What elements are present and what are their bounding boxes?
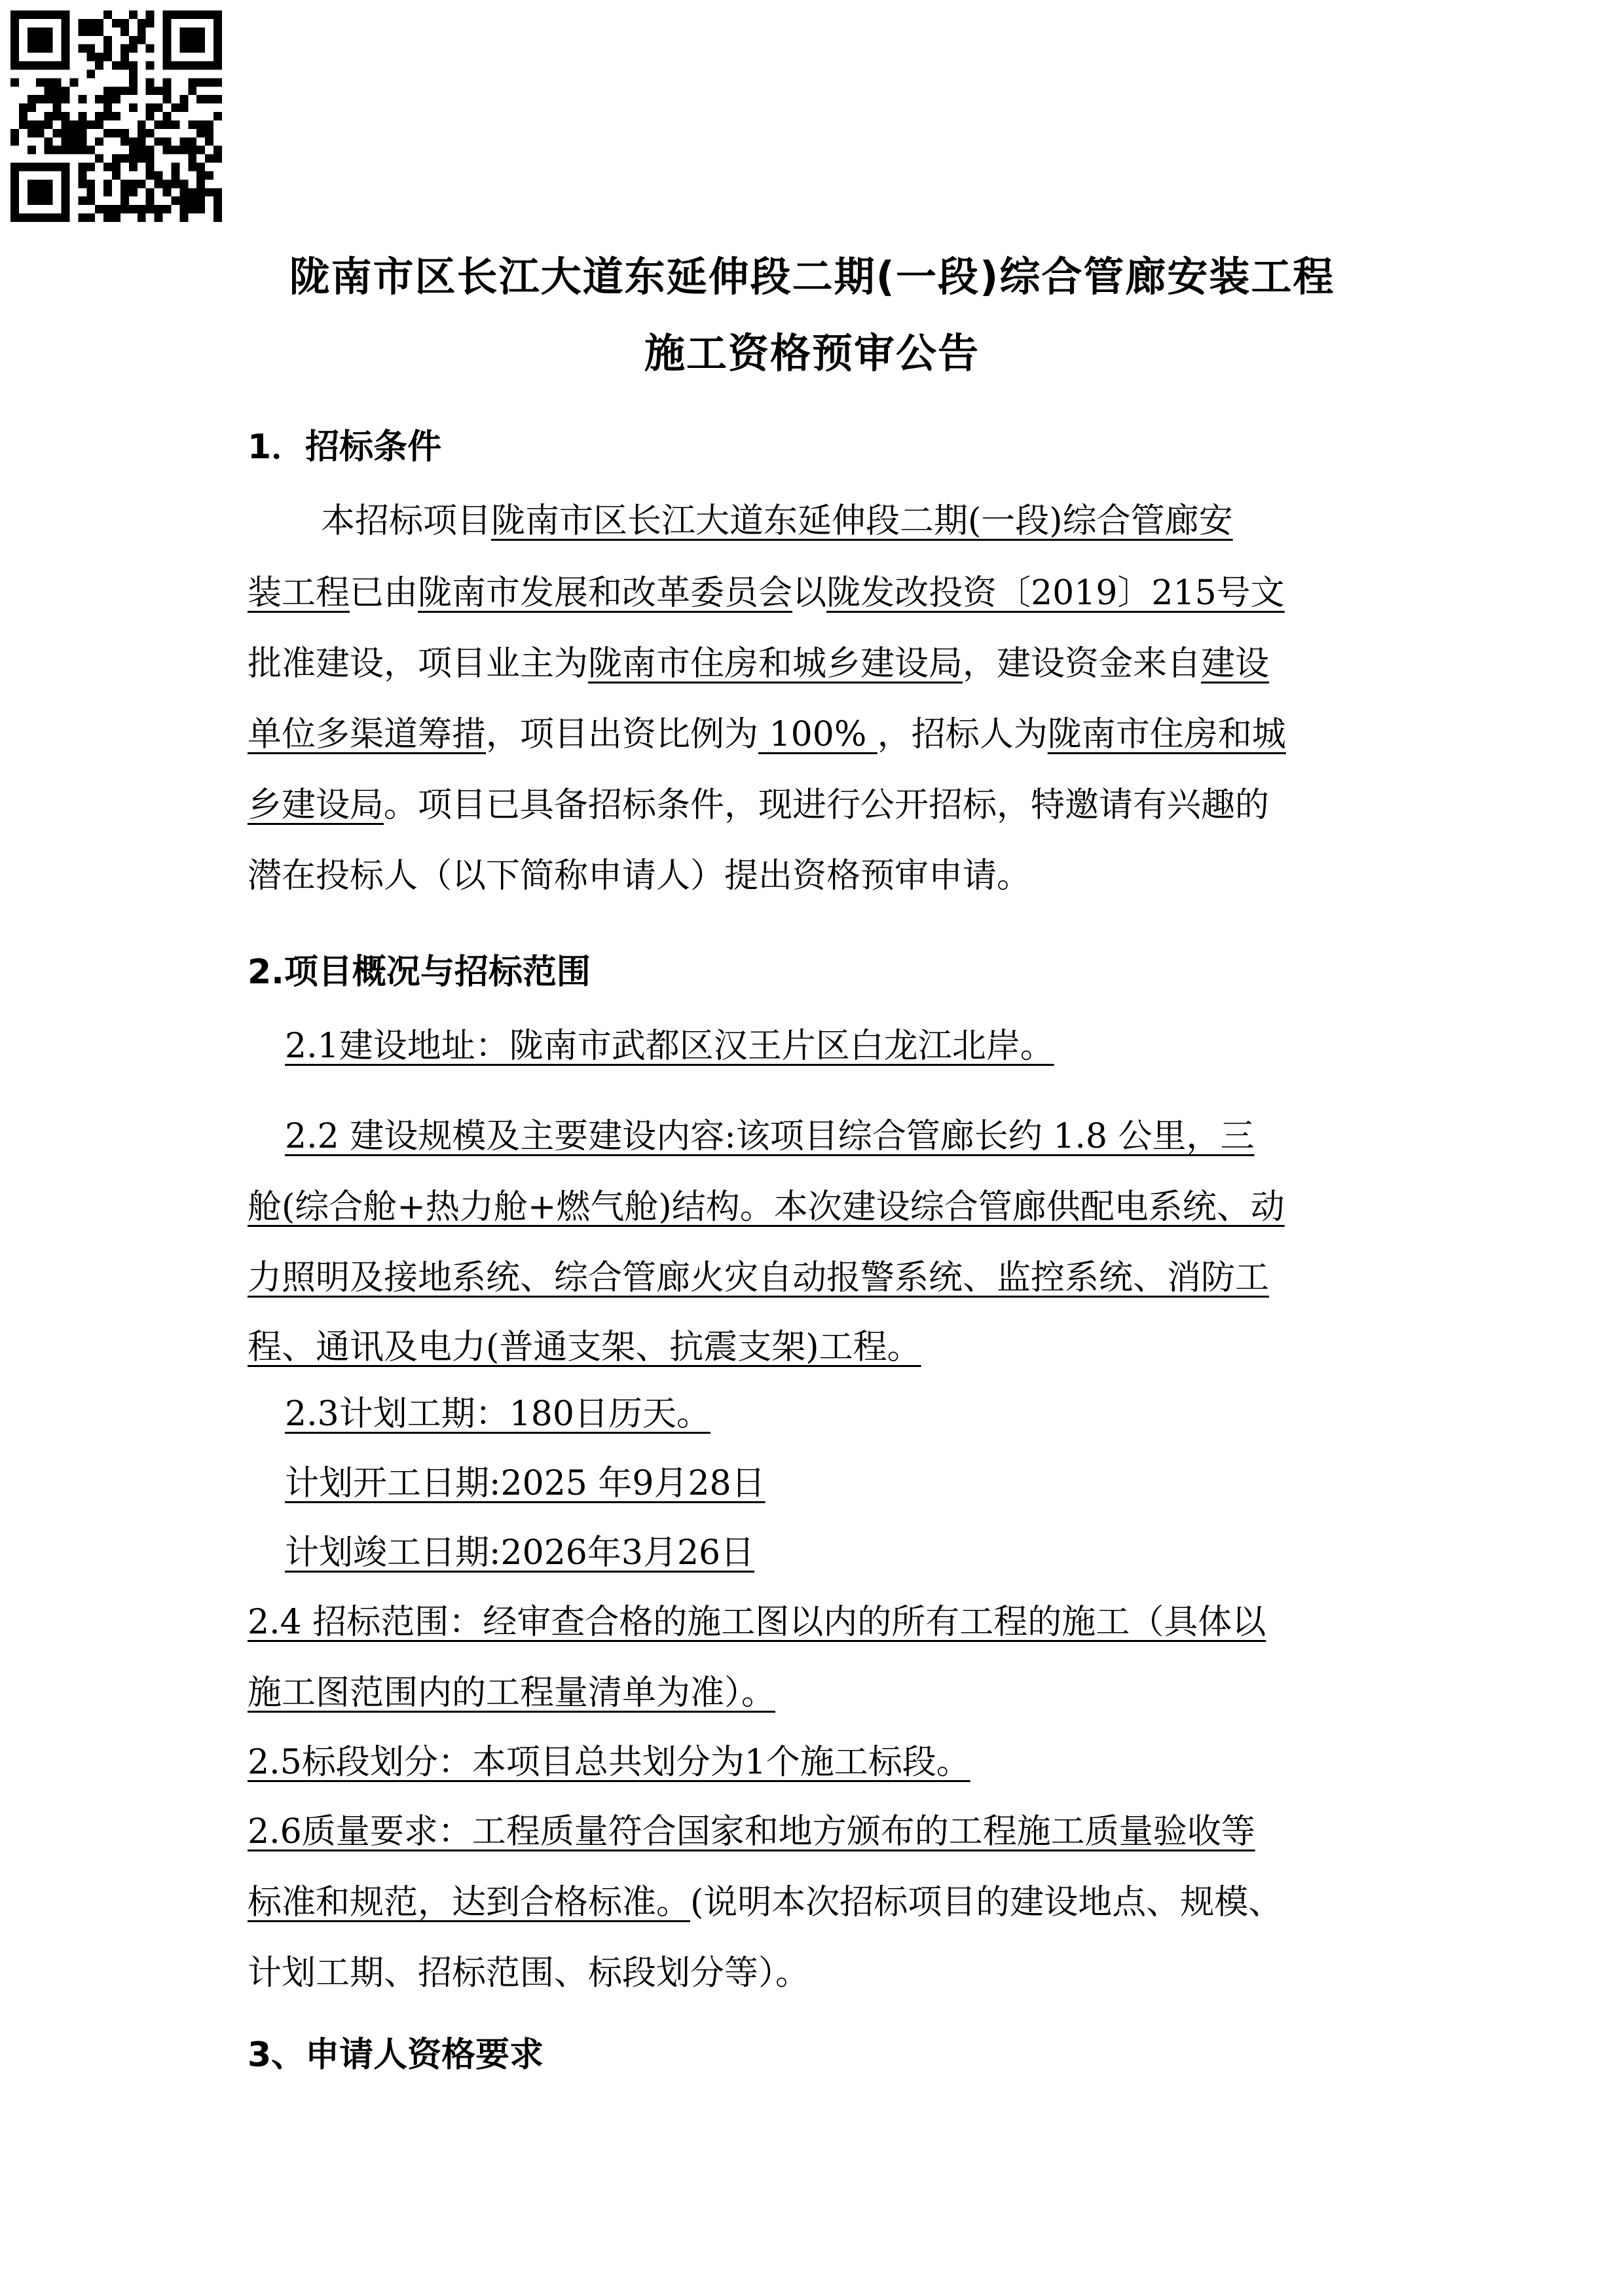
s1-line xyxy=(321,501,1233,541)
text-run: 批准建设，项目业主为 xyxy=(248,644,589,683)
text-run: ，招标人为 xyxy=(877,715,1048,754)
section-2-heading: 2.项目概况与招标范围 xyxy=(248,953,591,992)
text-run: 已由 xyxy=(350,574,418,613)
underlined-text: 陇南市区长江大道东延伸段二期(一段)综合管廊安 xyxy=(491,501,1233,541)
underlined-text: 乡建设局 xyxy=(248,786,384,825)
text-run: 计划工期、招标范围、标段划分等）。 xyxy=(248,1954,810,1993)
underlined-text: 100% xyxy=(758,715,877,754)
qr-code-image xyxy=(10,10,222,222)
underlined-text: 建设 xyxy=(1201,644,1270,683)
s2-line xyxy=(248,1883,1283,1922)
underlined-text: 计划开工日期:2025 年9月28日 xyxy=(285,1464,766,1503)
text-run: ，建设资金来自 xyxy=(963,644,1202,683)
underlined-text: 舱(综合舱+热力舱+燃气舱)结构。本次建设综合管廊供配电系统、动 xyxy=(248,1188,1285,1227)
underlined-text: 标准和规范，达到合格标准。 xyxy=(248,1883,691,1922)
underlined-text: 程、通讯及电力(普通支架、抗震支架)工程。 xyxy=(248,1328,921,1367)
underlined-text: 陇南市住房和城 xyxy=(1047,715,1286,754)
title-line-1: 陇南市区长江大道东延伸段二期(一段)综合管廊安装工程 xyxy=(289,253,1335,301)
s1-line xyxy=(248,715,1286,754)
underlined-text: 2.4 招标范围：经审查合格的施工图以内的所有工程的施工（具体以 xyxy=(248,1603,1266,1642)
s2-line xyxy=(285,1394,710,1434)
s1-line xyxy=(248,856,1031,896)
underlined-text: 施工图范围内的工程量清单为准）。 xyxy=(248,1673,776,1713)
text-run: (说明本次招标项目的建设地点、规模、 xyxy=(690,1883,1283,1922)
s2-line xyxy=(285,1027,1054,1066)
s2-line xyxy=(248,1743,970,1782)
underlined-text: 单位多渠道筹措 xyxy=(248,715,487,754)
underlined-text: 力照明及接地系统、综合管廊火灾自动报警系统、监控系统、消防工 xyxy=(248,1258,1270,1298)
s2-line xyxy=(248,1603,1266,1642)
underlined-text: 2.1建设地址：陇南市武都区汉王片区白龙江北岸。 xyxy=(285,1027,1054,1066)
underlined-text: 陇发改投资〔2019〕215号文 xyxy=(826,574,1285,613)
text-run: 潜在投标人（以下简称申请人）提出资格预审申请。 xyxy=(248,856,1031,896)
text-run: 以 xyxy=(792,574,827,613)
s2-line xyxy=(285,1533,755,1573)
underlined-text: 陇南市发展和改革委员会 xyxy=(418,574,793,613)
underlined-text: 2.2 建设规模及主要建设内容:该项目综合管廊长约 1.8 公里，三 xyxy=(285,1117,1255,1156)
s2-line xyxy=(248,1673,776,1713)
s1-line xyxy=(248,786,1270,825)
text-run: 本招标项目 xyxy=(321,501,492,541)
section-1-heading: 1．招标条件 xyxy=(248,428,442,467)
s2-line xyxy=(248,1812,1255,1851)
section-3-heading: 3、申请人资格要求 xyxy=(248,2035,544,2075)
underlined-text: 计划竣工日期:2026年3月26日 xyxy=(285,1533,755,1573)
underlined-text: 装工程 xyxy=(248,574,350,613)
s2-line xyxy=(285,1464,766,1503)
s2-line xyxy=(248,1328,921,1367)
text-run: 。项目已具备招标条件，现进行公开招标，特邀请有兴趣的 xyxy=(384,786,1270,825)
text-run: ，项目出资比例为 xyxy=(486,715,759,754)
underlined-text: 2.3计划工期：180日历天。 xyxy=(285,1394,710,1434)
underlined-text: 陇南市住房和城乡建设局 xyxy=(588,644,963,683)
underlined-text: 2.5标段划分：本项目总共划分为1个施工标段。 xyxy=(248,1743,970,1782)
underlined-text: 2.6质量要求：工程质量符合国家和地方颁布的工程施工质量验收等 xyxy=(248,1812,1255,1851)
s2-line xyxy=(248,1954,810,1993)
title-line-2: 施工资格预审公告 xyxy=(644,329,980,377)
s2-line xyxy=(248,1258,1270,1298)
s2-line xyxy=(285,1117,1255,1156)
s1-line xyxy=(248,644,1270,683)
s1-line xyxy=(248,574,1285,613)
s2-line xyxy=(248,1188,1285,1227)
